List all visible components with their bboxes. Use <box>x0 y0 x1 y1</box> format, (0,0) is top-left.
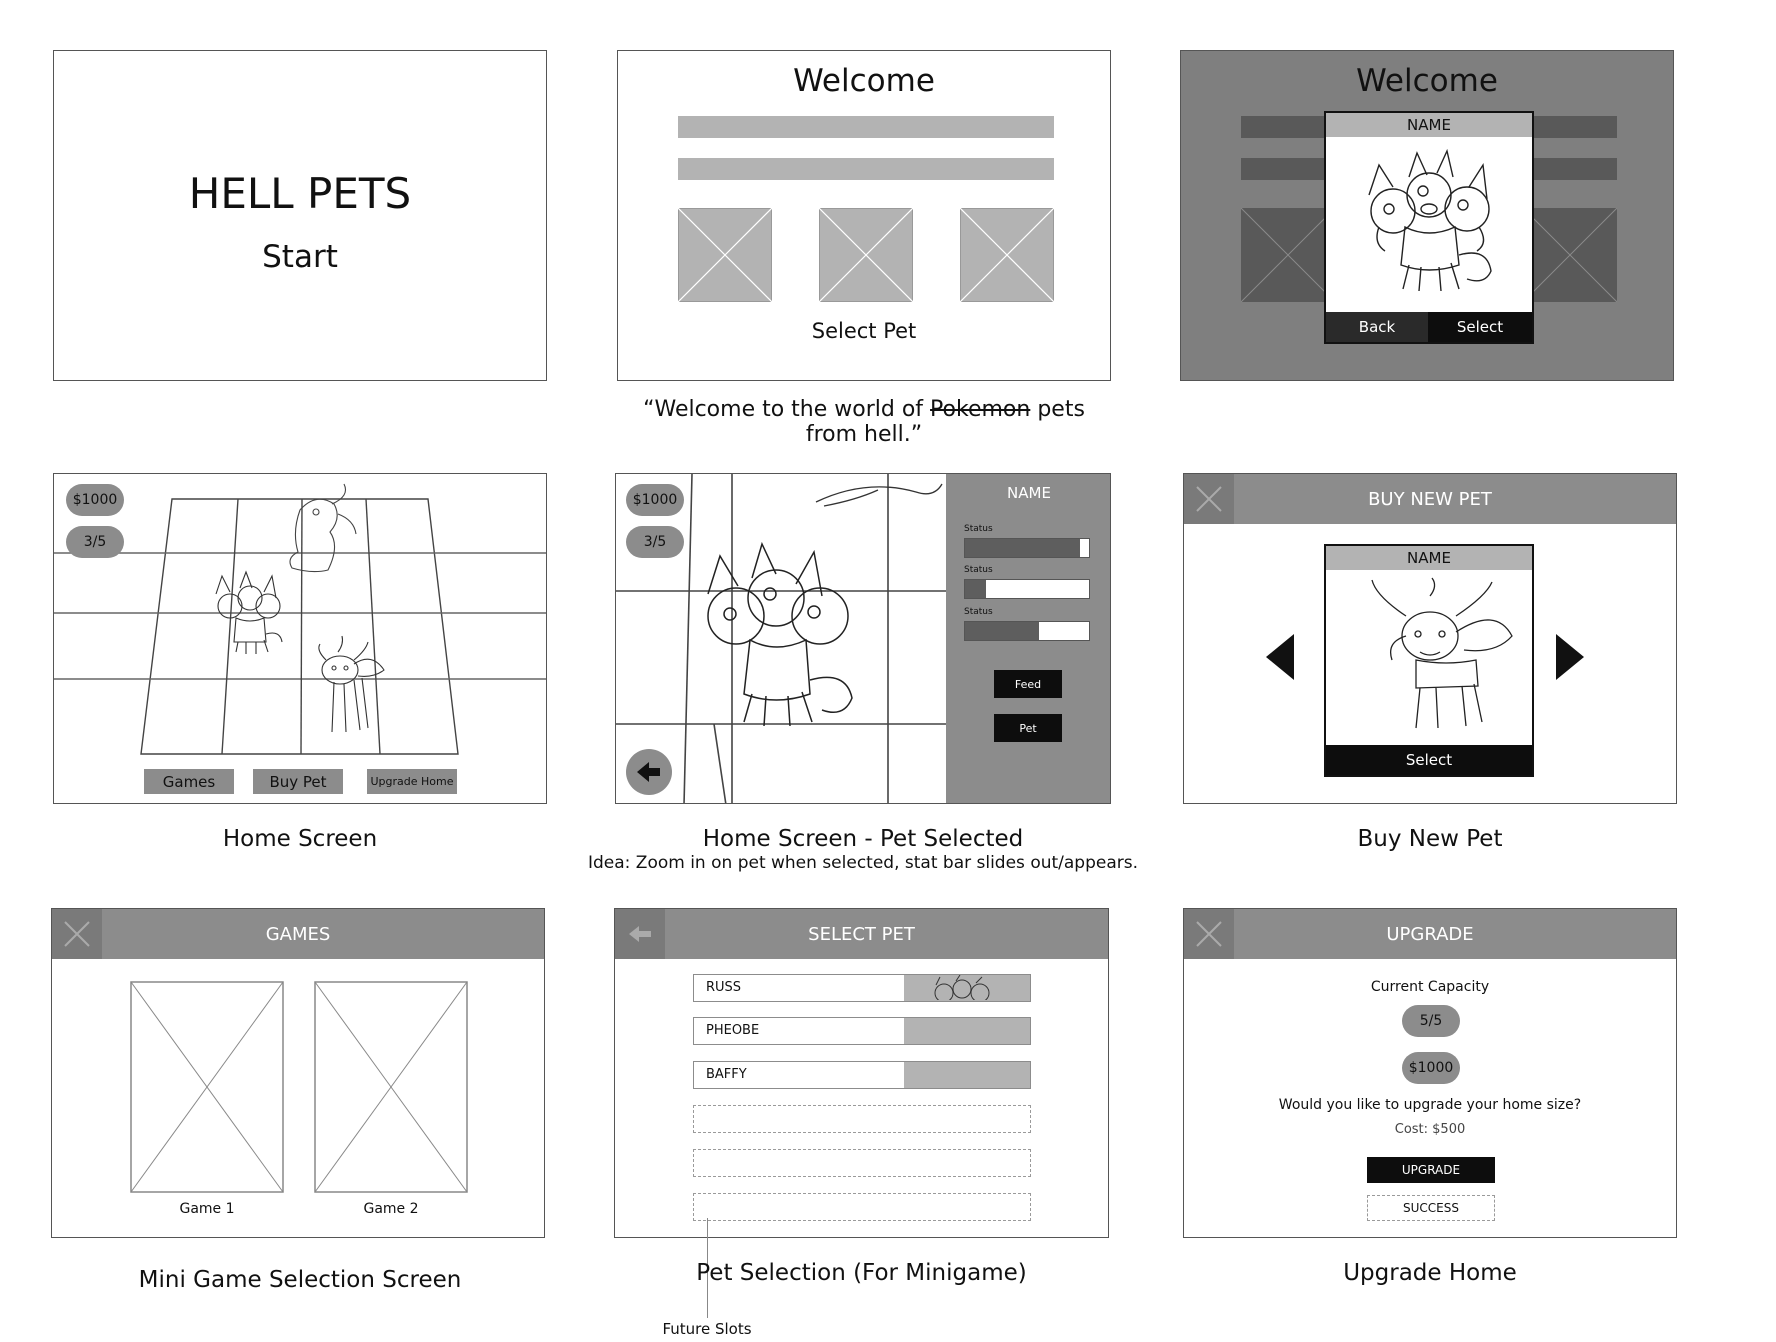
pet-popup <box>1324 111 1534 344</box>
pet-row-thumb <box>904 975 1030 1001</box>
select-pet-frame <box>614 908 1109 1238</box>
start-button[interactable]: Start <box>262 239 338 275</box>
close-button[interactable] <box>1184 474 1234 524</box>
upgrade-title: UPGRADE <box>1386 923 1474 945</box>
popup-select-button[interactable]: Select <box>1456 318 1504 336</box>
arrow-left-icon <box>615 909 665 959</box>
buy-pet-titlebar <box>1184 474 1676 524</box>
game-2-label: Game 2 <box>363 1201 419 1217</box>
money-badge: $1000 <box>626 484 684 516</box>
close-button[interactable] <box>52 909 102 959</box>
stat-bar-3 <box>964 621 1090 641</box>
close-button[interactable] <box>1184 909 1234 959</box>
pet-selected-caption: Home Screen - Pet Selected <box>702 826 1024 852</box>
welcome-screen-frame <box>617 50 1111 381</box>
stat-bar-1 <box>964 538 1090 558</box>
stat-bar-2 <box>964 579 1090 599</box>
tagline-prefix: “Welcome to the world of <box>643 397 931 422</box>
back-arrow-button[interactable] <box>626 749 672 795</box>
goat-sketch-icon <box>1346 576 1516 736</box>
pet-row-label: BAFFY <box>706 1067 747 1082</box>
text-bar-2 <box>678 158 1054 180</box>
stat-bar-1-fill <box>965 539 1080 557</box>
cerberus-sketch-icon <box>1359 147 1499 297</box>
select-pet-titlebar <box>615 909 1108 959</box>
feed-button[interactable]: Feed <box>994 670 1062 698</box>
pet-option-2[interactable] <box>819 208 913 302</box>
stat-label-2: Status <box>964 565 993 575</box>
stat-label-1: Status <box>964 524 993 534</box>
upgrade-home-button[interactable]: Upgrade Home <box>367 769 457 794</box>
pet-selected-note: Idea: Zoom in on pet when selected, stat bar slides out/appears. <box>587 853 1139 873</box>
select-pet-title: SELECT PET <box>808 923 915 945</box>
upgrade-question: Would you like to upgrade your home size? <box>1278 1097 1582 1113</box>
capacity-badge: 5/5 <box>1402 1005 1460 1037</box>
pet-option-1[interactable] <box>678 208 772 302</box>
future-slot-1 <box>693 1105 1031 1133</box>
close-icon <box>52 909 102 959</box>
start-screen-frame <box>53 50 547 381</box>
home-grid <box>54 474 547 804</box>
games-title: GAMES <box>265 923 331 945</box>
future-slot-2 <box>693 1149 1031 1177</box>
pet-row-russ[interactable] <box>693 974 1031 1002</box>
welcome-title: Welcome <box>793 63 935 99</box>
success-message: SUCCESS <box>1367 1195 1495 1221</box>
close-icon <box>1184 474 1234 524</box>
buy-pet-button[interactable]: Buy Pet <box>253 769 343 794</box>
text-bar-1 <box>678 116 1054 138</box>
stat-panel <box>946 474 1111 804</box>
bg-placeholder-left <box>1241 208 1335 302</box>
tagline-struck: Pokemon <box>930 397 1031 422</box>
pet-popup-screen-frame <box>1180 50 1674 381</box>
cerberus-sketch-icon <box>904 975 1030 1000</box>
game-1-label: Game 1 <box>179 1201 235 1217</box>
buy-select-button[interactable]: Select <box>1326 745 1532 775</box>
upgrade-cost: Cost: $500 <box>1394 1122 1466 1137</box>
home-screen-frame <box>53 473 547 804</box>
pet-row-baffy[interactable] <box>693 1061 1031 1089</box>
close-icon <box>1184 909 1234 959</box>
popup-action-bar <box>1326 312 1532 342</box>
arrow-right-icon[interactable] <box>1554 634 1584 680</box>
pet-row-pheobe[interactable] <box>693 1017 1031 1045</box>
back-button[interactable] <box>615 909 665 959</box>
buy-pet-card <box>1324 544 1534 777</box>
pet-option-3[interactable] <box>960 208 1054 302</box>
future-slots-note: Future Slots <box>662 1320 752 1338</box>
pet-button[interactable]: Pet <box>994 714 1062 742</box>
capacity-badge: 3/5 <box>626 526 684 558</box>
buy-pet-caption: Buy New Pet <box>1357 826 1503 852</box>
pet-selected-frame <box>615 473 1111 804</box>
pet-row-label: RUSS <box>706 980 742 995</box>
game-1-thumbnail[interactable] <box>130 981 284 1193</box>
stat-bar-3-fill <box>965 622 1039 640</box>
popup-bg-title: Welcome <box>1356 63 1498 99</box>
pet-row-label: PHEOBE <box>706 1023 760 1038</box>
upgrade-button[interactable]: UPGRADE <box>1367 1157 1495 1183</box>
capacity-label: Current Capacity <box>1370 979 1490 995</box>
bg-placeholder-right <box>1523 208 1617 302</box>
buy-name-header: NAME <box>1326 546 1532 570</box>
buy-pet-frame <box>1183 473 1677 804</box>
popup-back-button[interactable]: Back <box>1326 312 1428 342</box>
pet-row-thumb <box>904 1018 1030 1044</box>
arrow-left-icon[interactable] <box>1266 634 1296 680</box>
tagline <box>617 397 1111 447</box>
upgrade-caption: Upgrade Home <box>1343 1260 1517 1286</box>
money-badge: $1000 <box>66 484 124 516</box>
games-frame <box>51 908 545 1238</box>
pet-row-thumb <box>904 1062 1030 1088</box>
games-button[interactable]: Games <box>144 769 234 794</box>
stat-bar-2-fill <box>965 580 986 598</box>
popup-name-header: NAME <box>1326 113 1532 137</box>
tagline-suffix: pets from hell.” <box>805 397 1085 447</box>
arrow-left-icon <box>626 749 672 795</box>
select-pet-caption: Pet Selection (For Minigame) <box>696 1260 1027 1286</box>
select-pet-label: Select Pet <box>811 319 917 343</box>
stat-name-header: NAME <box>1007 484 1051 502</box>
stat-label-3: Status <box>964 607 993 617</box>
buy-pet-title: BUY NEW PET <box>1368 488 1492 510</box>
game-2-thumbnail[interactable] <box>314 981 468 1193</box>
upgrade-frame <box>1183 908 1677 1238</box>
game-title: HELL PETS <box>188 169 412 218</box>
games-titlebar <box>52 909 544 959</box>
money-badge: $1000 <box>1402 1052 1460 1084</box>
future-slot-3 <box>693 1193 1031 1221</box>
upgrade-titlebar <box>1184 909 1676 959</box>
capacity-badge: 3/5 <box>66 526 124 558</box>
home-screen-caption: Home Screen <box>222 826 378 852</box>
games-caption: Mini Game Selection Screen <box>138 1267 462 1293</box>
